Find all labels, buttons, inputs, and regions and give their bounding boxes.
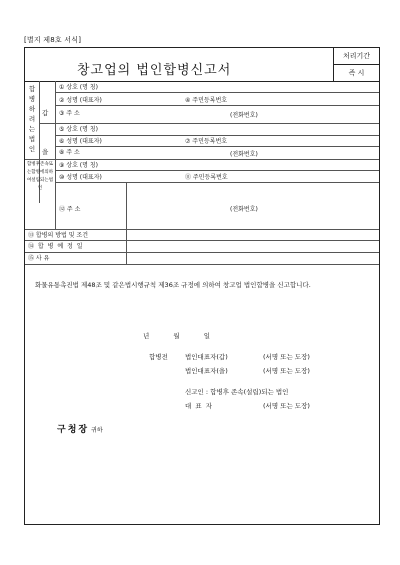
surviving-corp-label: 합병후존속또는합병에의하여설립되는법인 [26, 162, 54, 191]
date-line: 년 월 일 [143, 332, 210, 340]
party-b-name-field[interactable]: ⑤ 상호 (명 칭) [59, 126, 98, 133]
party-a-rrn-field[interactable]: ④ 주민등록번호 [185, 97, 228, 104]
surviving-phone-label: (전화번호) [230, 206, 258, 213]
processing-period-label: 처리기간 [334, 48, 379, 65]
party-a-rep-field[interactable]: ② 성명 (대표자) [59, 97, 102, 104]
merger-method-label: ⑬ 합병의 방법 및 조건 [28, 232, 88, 239]
processing-period-box [333, 48, 379, 81]
rep-b-label: 법인대표자(을) [185, 367, 228, 375]
surviving-rep-field[interactable]: ⑩ 성명 (대표자) [59, 174, 102, 181]
surviving-name-field[interactable]: ⑨ 상호 (명 칭) [59, 162, 98, 169]
recipient [57, 422, 103, 435]
party-a-address-field[interactable]: ③ 주 소 [59, 110, 80, 117]
party-b-rrn-field[interactable]: ⑦ 주민등록번호 [185, 138, 228, 145]
party-a-name-field[interactable]: ① 상호 (명 칭) [59, 84, 98, 91]
party-a-label: 갑 [42, 109, 49, 117]
merger-date-label: ⑭ 합 병 예 정 일 [28, 243, 84, 250]
party-a-phone-label: (전화번호) [230, 112, 258, 119]
merging-corp-label: 합병하려는법인 [28, 85, 36, 153]
surviving-rrn-field[interactable]: ⑪ 주민등록번호 [185, 174, 228, 181]
applicant-label: 신고인 : 합병후 존속(설립)되는 법인 [185, 388, 289, 396]
declaration-text: 화물유통촉진법 제48조 및 같은법시행규칙 제36조 규정에 의하여 창고업 법인합병을 신고합니다. [35, 281, 311, 289]
pre-merger-label: 합병전 [149, 353, 168, 361]
form-label: [별지 제8호 서식] [24, 36, 82, 44]
surviving-address-field[interactable]: ⑫ 주 소 [59, 206, 81, 213]
recipient-name: 구청장 [57, 425, 90, 435]
applicant-rep-label: 대 표 자 [185, 402, 213, 410]
recipient-suffix: 귀하 [91, 427, 103, 434]
form-title: 창고업의 법인합병신고서 [77, 63, 232, 78]
rep-a-sign-note: (서명 또는 도장) [263, 353, 310, 361]
rep-b-sign-note: (서명 또는 도장) [263, 367, 310, 375]
party-b-phone-label: (전화번호) [230, 151, 258, 158]
party-b-label: 을 [42, 148, 49, 156]
rep-a-label: 법인대표자(갑) [185, 353, 228, 361]
form-header [25, 48, 379, 82]
applicant-sign-note: (서명 또는 도장) [263, 402, 310, 410]
party-b-address-field[interactable]: ⑧ 주 소 [59, 149, 80, 156]
party-b-rep-field[interactable]: ⑥ 성명 (대표자) [59, 138, 102, 145]
reason-label: ⑮ 사 유 [28, 255, 50, 262]
application-form [24, 47, 380, 525]
processing-period-value: 즉 시 [348, 69, 365, 77]
